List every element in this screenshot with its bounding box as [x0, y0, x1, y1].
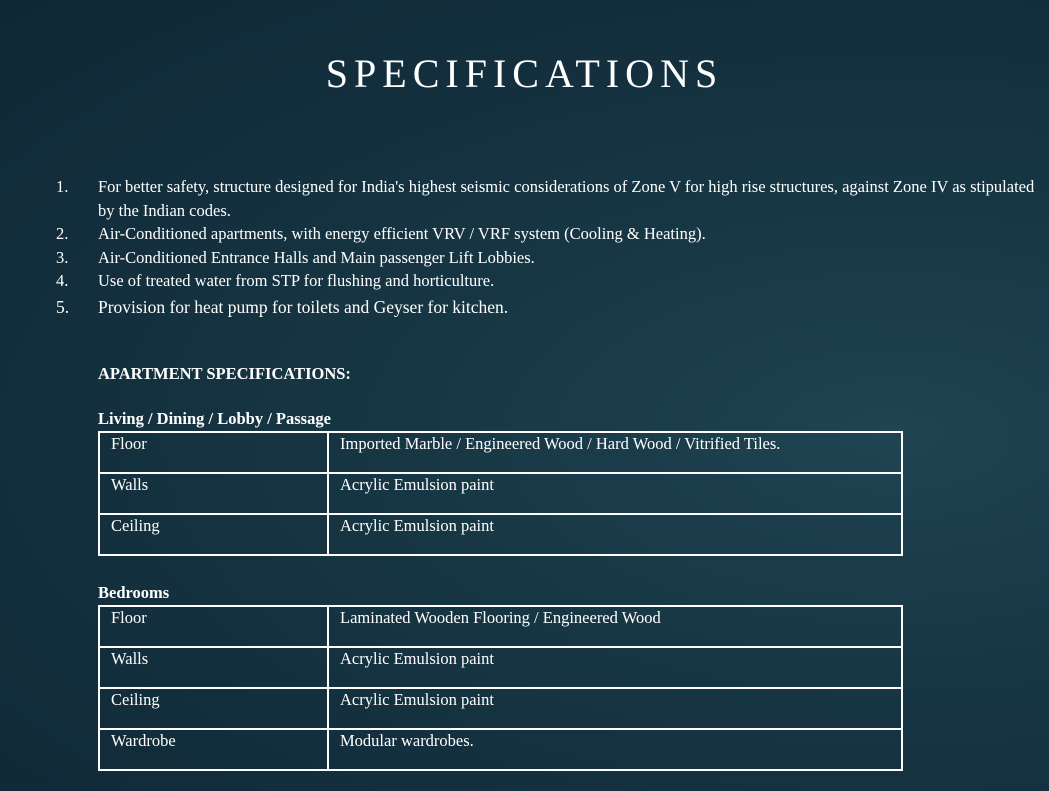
row-label: Floor: [99, 606, 328, 647]
list-item: [56, 269, 1041, 293]
row-label: Ceiling: [99, 688, 328, 729]
list-item-text: Provision for heat pump for toilets and Geyser for kitchen.: [98, 296, 509, 317]
list-item: [56, 175, 1041, 222]
list-item: [56, 296, 1041, 320]
list-item: [56, 222, 1041, 246]
living-specifications-table: [98, 431, 903, 556]
list-item-text: Use of treated water from STP for flushing and horticulture.: [98, 271, 495, 290]
bedrooms-specifications-table: [98, 605, 903, 771]
table-row: [99, 473, 902, 514]
list-item-text: For better safety, structure designed for India's highest seismic considerations of Zone V for high rise structures, against Zone IV as stipulated by the Indian codes.: [98, 177, 1035, 220]
row-value: Acrylic Emulsion paint: [328, 688, 902, 729]
row-value: Acrylic Emulsion paint: [328, 514, 902, 555]
list-item-number: 2.: [56, 224, 69, 243]
table-row: [99, 606, 902, 647]
table-row: [99, 688, 902, 729]
apartment-specifications-heading: APARTMENT SPECIFICATIONS:: [98, 364, 351, 383]
row-label: Ceiling: [99, 514, 328, 555]
list-item-text: Air-Conditioned Entrance Halls and Main passenger Lift Lobbies.: [98, 247, 535, 267]
list-item-number: 4.: [56, 271, 69, 290]
table-row: [99, 514, 902, 555]
row-value: Acrylic Emulsion paint: [328, 473, 902, 514]
row-value: Acrylic Emulsion paint: [328, 647, 902, 688]
list-item-number: 3.: [56, 247, 69, 267]
list-item-number: 5.: [56, 296, 70, 317]
row-label: Walls: [99, 647, 328, 688]
general-specifications-list: [56, 175, 1041, 319]
row-value: Modular wardrobes.: [328, 729, 902, 770]
row-label: Wardrobe: [99, 729, 328, 770]
bedrooms-table-caption: Bedrooms: [98, 583, 170, 602]
list-item-number: 1.: [56, 177, 69, 196]
living-table-caption: Living / Dining / Lobby / Passage: [98, 409, 331, 428]
table-row: [99, 432, 902, 473]
table-row: [99, 729, 902, 770]
page-title: SPECIFICATIONS: [325, 51, 724, 96]
table-row: [99, 647, 902, 688]
list-item-text: Air-Conditioned apartments, with energy efficient VRV / VRF system (Cooling & Heating).: [98, 224, 706, 243]
row-value: Laminated Wooden Flooring / Engineered Wood: [328, 606, 902, 647]
row-label: Floor: [99, 432, 328, 473]
list-item: [56, 246, 1041, 270]
row-label: Walls: [99, 473, 328, 514]
row-value: Imported Marble / Engineered Wood / Hard Wood / Vitrified Tiles.: [328, 432, 902, 473]
